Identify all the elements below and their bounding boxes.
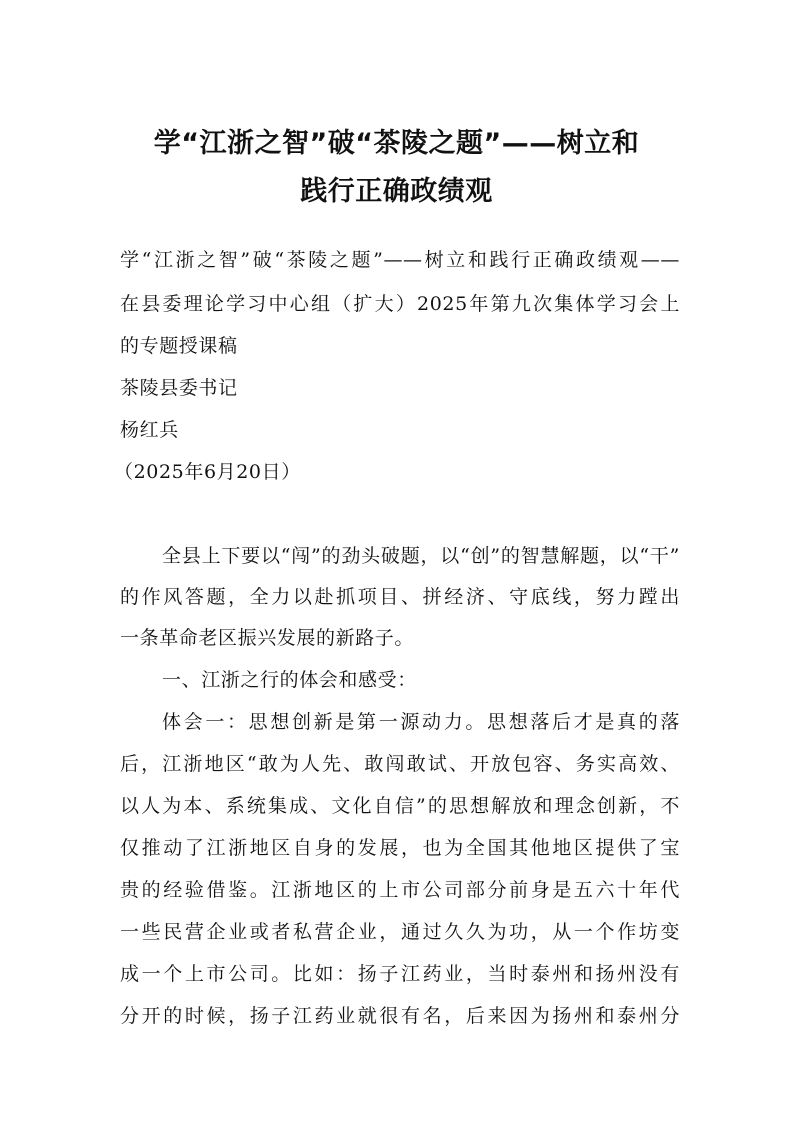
document-title-line-2: 践行正确政绩观 [300,176,493,207]
author-name: 杨红兵 [120,419,179,441]
body-paragraph-line: 一些民营企业或者私营企业，通过久久为功，从一个作坊变 [120,921,680,943]
body-paragraph-line: 体会一：思想创新是第一源动力。思想落后才是真的落 [162,711,680,733]
body-paragraph-line: 贵的经验借鉴。江浙地区的上市公司部分前身是五六十年代 [120,879,680,901]
document-title-line-1: 学“江浙之智”破“茶陵之题”——树立和 [153,128,640,159]
body-paragraph-line: 成一个上市公司。比如：扬子江药业，当时泰州和扬州没有 [120,963,680,985]
body-paragraph-line: 以人为本、系统集成、文化自信”的思想解放和理念创新，不 [120,795,680,817]
subtitle-line: 的专题授课稿 [120,335,238,357]
intro-paragraph-line: 全县上下要以“闯”的劲头破题，以“创”的智慧解题，以“干” [162,545,680,567]
subtitle-line: 在县委理论学习中心组（扩大）2025年第九次集体学习会上 [120,293,680,315]
body-paragraph-line: 仅推动了江浙地区自身的发展，也为全国其他地区提供了宝 [120,837,680,859]
intro-paragraph-line: 的作风答题，全力以赴抓项目、拼经济、守底线，努力蹚出 [120,586,680,608]
document-date: （2025年6月20日） [114,461,301,483]
body-paragraph-line: 分开的时候，扬子江药业就很有名，后来因为扬州和泰州分 [120,1005,680,1027]
body-paragraph-line: 后，江浙地区“敢为人先、敢闯敢试、开放包容、务实高效、 [120,753,680,775]
author-position: 茶陵县委书记 [120,377,238,399]
section-heading: 一、江浙之行的体会和感受： [162,669,417,691]
subtitle-line: 学“江浙之智”破“茶陵之题”——树立和践行正确政绩观—— [120,249,680,271]
intro-paragraph-line: 一条革命老区振兴发展的新路子。 [120,627,415,649]
